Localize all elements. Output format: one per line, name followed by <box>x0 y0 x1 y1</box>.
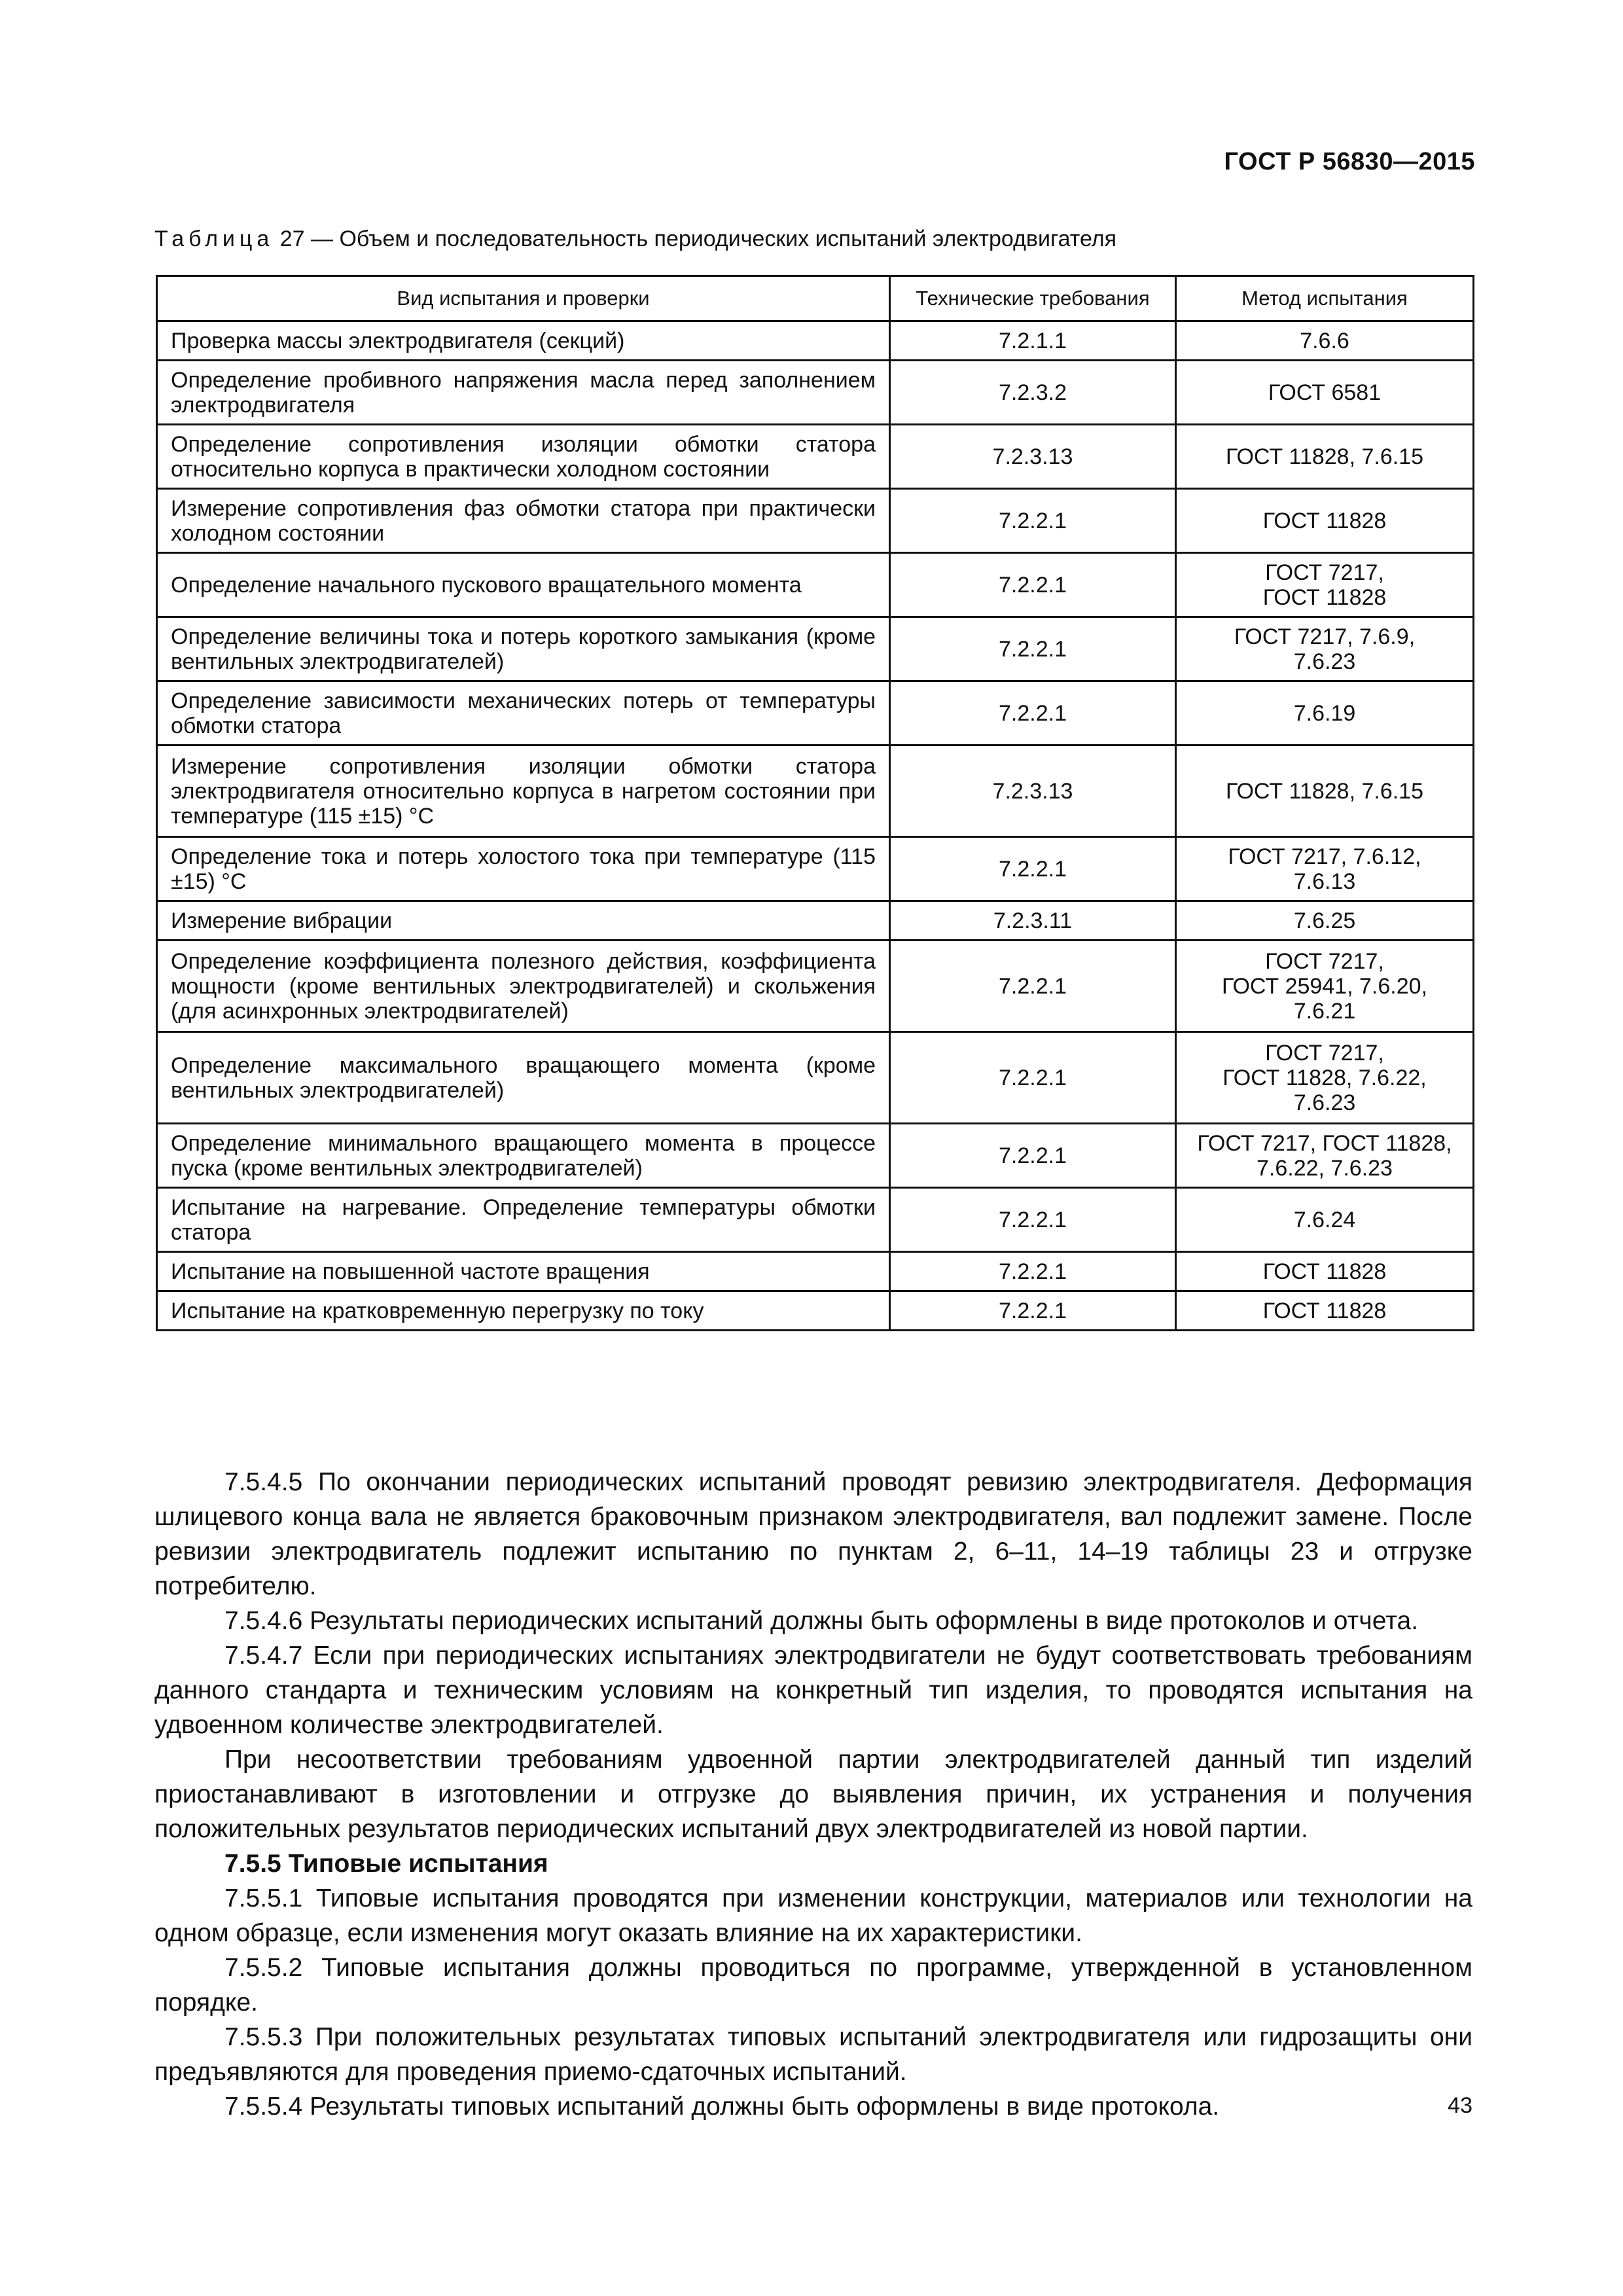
requirement-cell: 7.2.2.1 <box>890 553 1176 617</box>
table-row <box>157 489 1474 553</box>
column-header-test-type: Вид испытания и проверки <box>157 276 890 321</box>
paragraph: 7.5.5.2 Типовые испытания должны проводиться по программе, утвержденной в установленном порядке. <box>154 1954 1472 2017</box>
test-name-cell: Определение максимального вращающего момента (кроме вентильных электродвигателей) <box>157 1032 890 1124</box>
table-row <box>157 1032 1474 1124</box>
method-cell: ГОСТ 7217, ГОСТ 11828, 7.6.22, 7.6.23 <box>1176 1032 1474 1124</box>
method-cell: ГОСТ 7217, ГОСТ 11828 <box>1176 553 1474 617</box>
test-name-cell: Измерение сопротивления фаз обмотки статора при практически холодном состоянии <box>157 489 890 553</box>
requirement-cell: 7.2.2.1 <box>890 837 1176 901</box>
table-row <box>157 837 1474 901</box>
table-header-row <box>157 276 1474 321</box>
test-name-cell: Испытание на повышенной частоте вращения <box>157 1252 890 1291</box>
paragraph: 7.5.4.5 По окончании периодических испытаний проводят ревизию электродвигателя. Деформация шлицевого конца вала не является браковочным признаком электродвигателя, вал подлежит замене. После ревизии электродвигатель подлежит испытанию по пунктам 2, 6–11, 14–19 таблицы 23 и отгрузке потребителю. <box>154 1468 1472 1600</box>
requirement-cell: 7.2.2.1 <box>890 489 1176 553</box>
table-row <box>157 425 1474 489</box>
requirement-cell: 7.2.2.1 <box>890 1291 1176 1331</box>
requirement-cell: 7.2.3.2 <box>890 361 1176 425</box>
method-cell: ГОСТ 11828, 7.6.15 <box>1176 425 1474 489</box>
requirement-cell: 7.2.2.1 <box>890 681 1176 745</box>
paragraph: 7.5.4.6 Результаты периодических испытаний должны быть оформлены в виде протоколов и отчета. <box>224 1607 1419 1635</box>
test-name-cell: Определение сопротивления изоляции обмотки статора относительно корпуса в практически холодном состоянии <box>157 425 890 489</box>
test-scope-table <box>156 275 1474 1331</box>
test-name-cell: Испытание на кратковременную перегрузку по току <box>157 1291 890 1331</box>
method-cell: ГОСТ 6581 <box>1176 361 1474 425</box>
method-cell: ГОСТ 11828 <box>1176 1291 1474 1331</box>
table-row <box>157 321 1474 361</box>
method-cell: ГОСТ 7217, ГОСТ 11828, 7.6.22, 7.6.23 <box>1176 1124 1474 1188</box>
column-header-requirements: Технические требования <box>890 276 1176 321</box>
test-name-cell: Определение тока и потерь холостого тока при температуре (115 ±15) °С <box>157 837 890 901</box>
body-text <box>154 1465 1472 2124</box>
method-cell: 7.6.6 <box>1176 321 1474 361</box>
requirement-cell: 7.2.2.1 <box>890 1124 1176 1188</box>
requirement-cell: 7.2.3.13 <box>890 425 1176 489</box>
method-cell: ГОСТ 7217, ГОСТ 25941, 7.6.20, 7.6.21 <box>1176 941 1474 1032</box>
requirement-cell: 7.2.1.1 <box>890 321 1176 361</box>
table-row <box>157 1124 1474 1188</box>
paragraph: При несоответствии требованиям удвоенной партии электродвигателей данный тип изделий приостанавливают в изготовлении и отгрузке до выявления причин, их устранения и получения положительных результатов периодических испытаний двух электродвигателей из новой партии. <box>154 1746 1472 1843</box>
method-cell: 7.6.25 <box>1176 901 1474 941</box>
table-row <box>157 1291 1474 1331</box>
test-name-cell: Определение пробивного напряжения масла перед заполнением электродвигателя <box>157 361 890 425</box>
table-row <box>157 745 1474 837</box>
table-row <box>157 681 1474 745</box>
table-row <box>157 1252 1474 1291</box>
test-name-cell: Определение зависимости механических потерь от температуры обмотки статора <box>157 681 890 745</box>
table-row <box>157 617 1474 681</box>
table-row <box>157 941 1474 1032</box>
paragraph: 7.5.5.3 При положительных результатах типовых испытаний электродвигателя или гидрозащиты они предъявляются для проведения приемо-сдаточных испытаний. <box>154 2023 1472 2086</box>
requirement-cell: 7.2.2.1 <box>890 941 1176 1032</box>
requirement-cell: 7.2.2.1 <box>890 1188 1176 1252</box>
method-cell: ГОСТ 11828 <box>1176 489 1474 553</box>
test-name-cell: Определение начального пускового вращательного момента <box>157 553 890 617</box>
table-row <box>157 553 1474 617</box>
table-caption <box>154 226 1116 252</box>
method-cell: ГОСТ 7217, 7.6.12, 7.6.13 <box>1176 837 1474 901</box>
test-name-cell: Определение величины тока и потерь короткого замыкания (кроме вентильных электродвигателей) <box>157 617 890 681</box>
table-caption-label: Таблица <box>154 226 274 251</box>
test-name-cell: Измерение сопротивления изоляции обмотки статора электродвигателя относительно корпуса в нагретом состоянии при температуре (115 ±15) °С <box>157 745 890 837</box>
table-row <box>157 1188 1474 1252</box>
table-caption-title: 27 — Объем и последовательность периодических испытаний электродвигателя <box>274 226 1117 251</box>
test-name-cell: Измерение вибрации <box>157 901 890 941</box>
section-heading: 7.5.5 Типовые испытания <box>224 1850 548 1878</box>
table-row <box>157 901 1474 941</box>
test-name-cell: Определение коэффициента полезного действия, коэффициента мощности (кроме вентильных электродвигателей) и скольжения (для асинхронных электродвигателей) <box>157 941 890 1032</box>
paragraph: 7.5.4.7 Если при периодических испытаниях электродвигатели не будут соответствовать требованиям данного стандарта и техническим условиям на конкретный тип изделия, то проводятся испытания на удвоенном количестве электродвигателей. <box>154 1641 1472 1739</box>
table-row <box>157 361 1474 425</box>
requirement-cell: 7.2.3.11 <box>890 901 1176 941</box>
table-body <box>157 321 1474 1331</box>
method-cell: ГОСТ 11828 <box>1176 1252 1474 1291</box>
method-cell: ГОСТ 7217, 7.6.9, 7.6.23 <box>1176 617 1474 681</box>
test-name-cell: Испытание на нагревание. Определение температуры обмотки статора <box>157 1188 890 1252</box>
method-cell: ГОСТ 11828, 7.6.15 <box>1176 745 1474 837</box>
requirement-cell: 7.2.2.1 <box>890 1252 1176 1291</box>
document-code: ГОСТ Р 56830—2015 <box>1224 148 1475 175</box>
paragraph: 7.5.5.1 Типовые испытания проводятся при изменении конструкции, материалов или технологии на одном образце, если изменения могут оказать влияние на их характеристики. <box>154 1884 1472 1947</box>
method-cell: 7.6.19 <box>1176 681 1474 745</box>
paragraph: 7.5.5.4 Результаты типовых испытаний должны быть оформлены в виде протокола. <box>224 2092 1220 2121</box>
requirement-cell: 7.2.2.1 <box>890 1032 1176 1124</box>
method-cell: 7.6.24 <box>1176 1188 1474 1252</box>
page-number: 43 <box>1448 2093 1472 2118</box>
requirement-cell: 7.2.3.13 <box>890 745 1176 837</box>
column-header-method: Метод испытания <box>1176 276 1474 321</box>
test-name-cell: Определение минимального вращающего момента в процессе пуска (кроме вентильных электродвигателей) <box>157 1124 890 1188</box>
test-name-cell: Проверка массы электродвигателя (секций) <box>157 321 890 361</box>
requirement-cell: 7.2.2.1 <box>890 617 1176 681</box>
